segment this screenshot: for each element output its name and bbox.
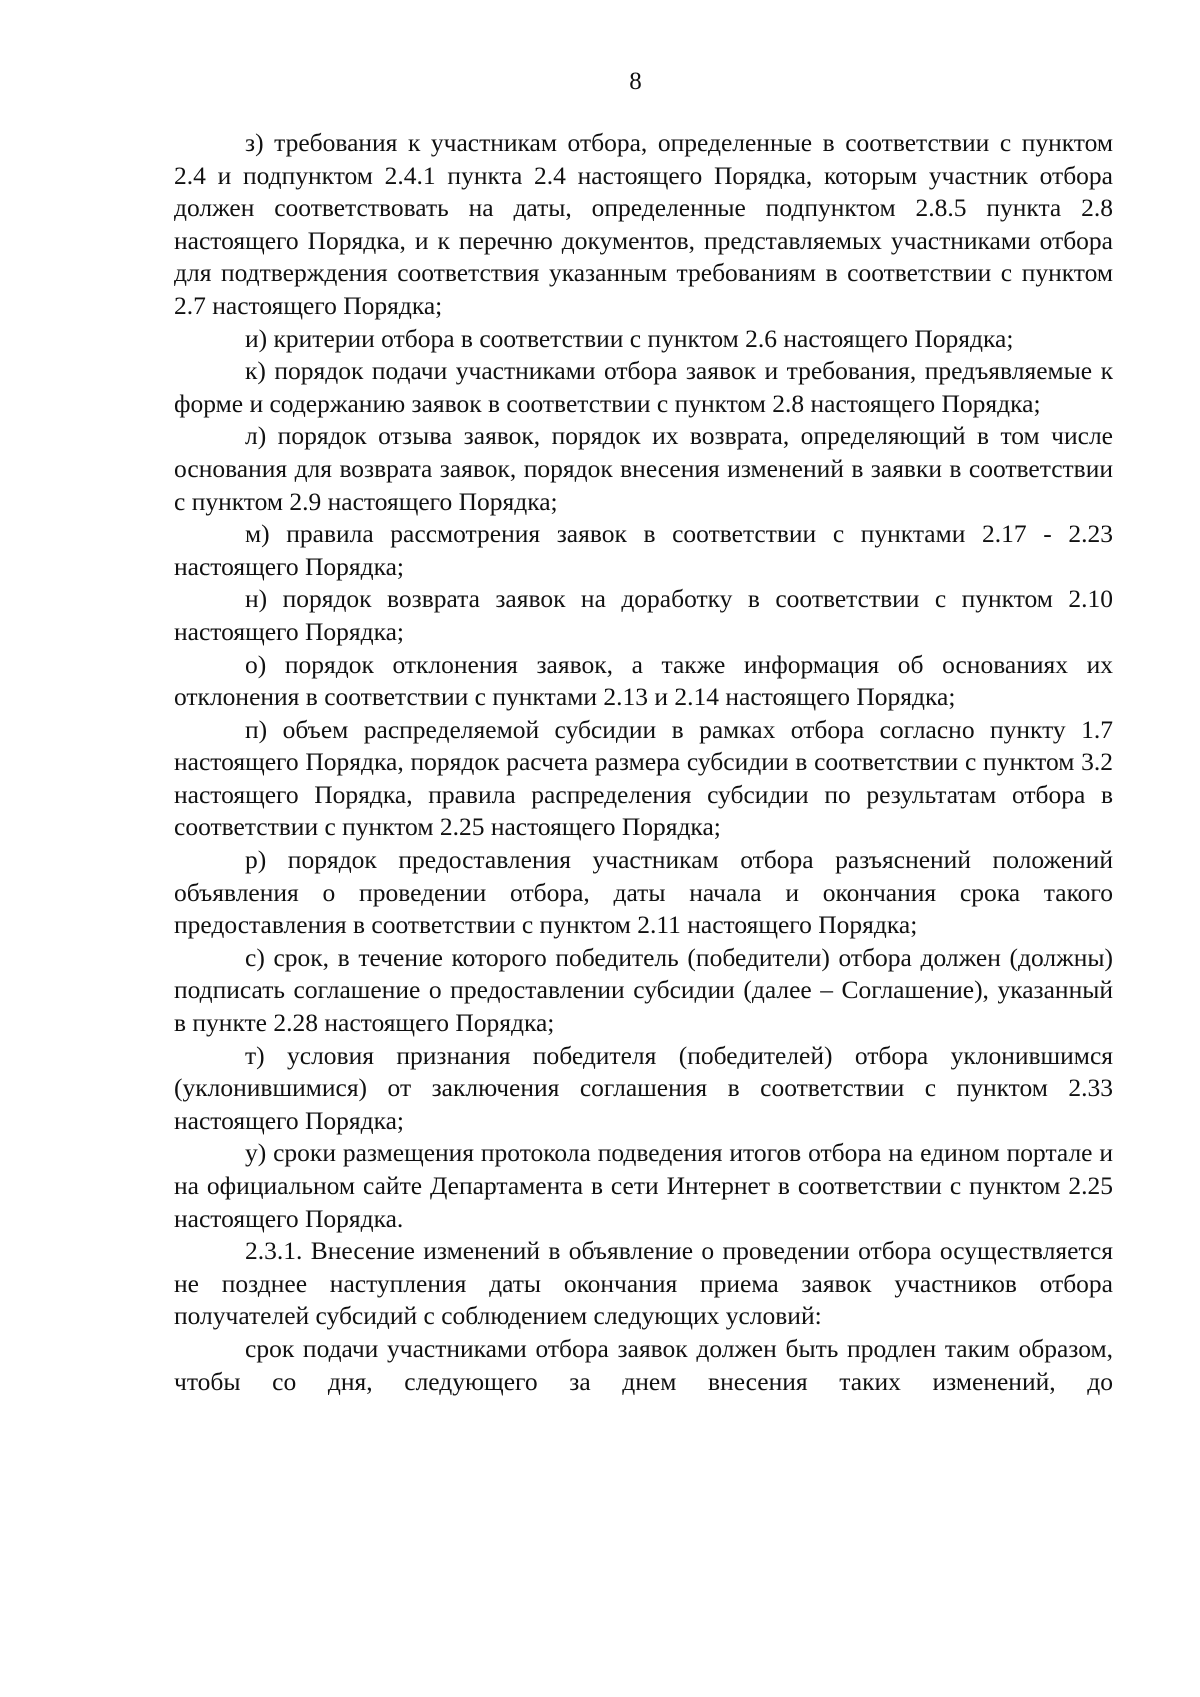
- paragraph-r: р) порядок предоставления участникам отбора разъяснений положений объявления о проведении отбора, даты начала и окончания срока такого предоставления в соответствии с пунктом 2.11 настоящего Порядка;: [174, 845, 1113, 940]
- paragraph-s: с) срок, в течение которого победитель (победители) отбора должен (должны) подписать соглашение о предоставлении субсидии (далее – Соглашение), указанный в пункте 2.28 настоящего Порядка;: [174, 942, 1113, 1038]
- paragraph-m: м) правила рассмотрения заявок в соответствии с пунктами 2.17 - 2.23 настоящего Порядка;: [174, 519, 1113, 581]
- paragraph-n: н) порядок возврата заявок на доработку в соответствии с пунктом 2.10 настоящего Порядка;: [174, 584, 1113, 646]
- paragraph-t: т) условия признания победителя (победителей) отбора уклонившимся (уклонившимися) от заключения соглашения в соответствии с пунктом 2.33 настоящего Порядка;: [174, 1040, 1113, 1135]
- paragraph-z: з) требования к участникам отбора, определенные в соответствии с пунктом 2.4 и подпунктом 2.4.1 пункта 2.4 настоящего Порядка, которым участник отбора должен соответствовать на даты, определенные подпунктом 2.8.5 пункта 2.8 настоящего Порядка, и к перечню документов, представляемых участниками отбора для подтверждения соответствия указанным требованиям в соответствии с пунктом 2.7 настоящего Порядка;: [174, 128, 1113, 320]
- paragraph-p: п) объем распределяемой субсидии в рамках отбора согласно пункту 1.7 настоящего Порядка, порядок расчета размера субсидии в соответствии с пунктом 3.2 настоящего Порядка, правила распределения субсидии по результатам отбора в соответствии с пунктом 2.25 настоящего Порядка;: [174, 714, 1113, 842]
- paragraph-o: о) порядок отклонения заявок, а также информация об основаниях их отклонения в соответствии с пунктами 2.13 и 2.14 настоящего Порядка;: [174, 649, 1113, 712]
- paragraph-l: л) порядок отзыва заявок, порядок их возврата, определяющий в том числе основания для возврата заявок, порядок внесения изменений в заявки в соответствии с пунктом 2.9 настоящего Порядка;: [174, 421, 1113, 516]
- paragraph-i: и) критерии отбора в соответствии с пунктом 2.6 настоящего Порядка;: [245, 323, 1014, 353]
- paragraph-2-3-1: 2.3.1. Внесение изменений в объявление о проведении отбора осуществляется не позднее наступления даты окончания приема заявок участников отбора получателей субсидий с соблюдением следующих условий:: [174, 1236, 1113, 1331]
- paragraph-u: у) сроки размещения протокола подведения итогов отбора на едином портале и на официальном сайте Департамента в сети Интернет в соответствии с пунктом 2.25 настоящего Порядка.: [174, 1138, 1113, 1233]
- paragraph-k: к) порядок подачи участниками отбора заявок и требования, предъявляемые к форме и содержанию заявок в соответствии с пунктом 2.8 настоящего Порядка;: [174, 356, 1113, 418]
- paragraph-deadline-continued: срок подачи участниками отбора заявок должен быть продлен таким образом, чтобы со дня, следующего за днем внесения таких изменений, до: [174, 1333, 1113, 1396]
- document-body: [174, 127, 1113, 1398]
- page-number: 8: [629, 68, 642, 95]
